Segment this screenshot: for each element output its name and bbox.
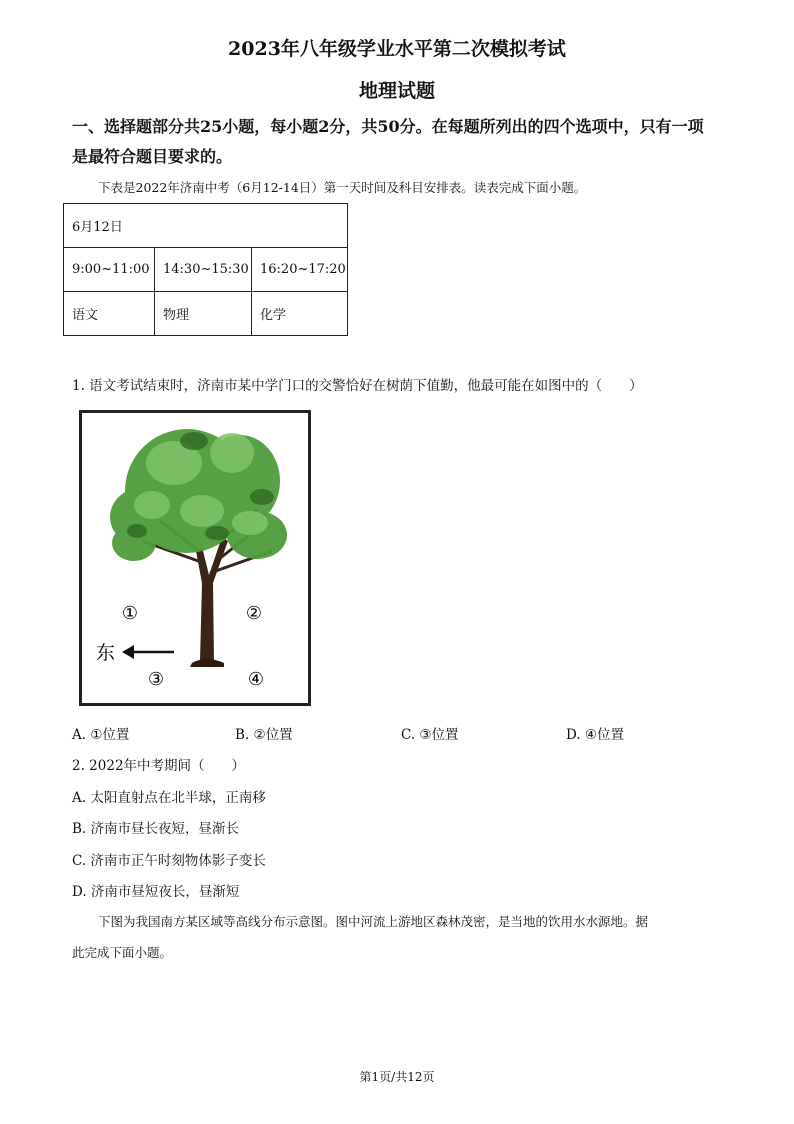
tree-illustration (82, 413, 308, 703)
schedule-subject-3: 化学 (252, 292, 348, 336)
table-row (64, 248, 348, 292)
table-row (64, 204, 348, 248)
marker-3: ③ (147, 669, 165, 690)
schedule-table (63, 203, 348, 336)
q1-option-a: A. ①位置 (72, 727, 130, 743)
schedule-time-2: 14:30~15:30 (155, 248, 252, 292)
schedule-date: 6月12日 (64, 204, 348, 248)
exam-subtitle: 地理试题 (358, 80, 435, 102)
schedule-time-1: 9:00~11:00 (64, 248, 155, 292)
question-1-stem: 1. 语文考试结束时，济南市某中学门口的交警恰好在树荫下值勤，他最可能在如图中的（ ） (72, 378, 643, 394)
q2-option-c: C. 济南市正午时刻物体影子变长 (72, 853, 266, 869)
schedule-subject-1: 语文 (64, 292, 155, 336)
q2-option-a: A. 太阳直射点在北半球，正南移 (72, 790, 266, 806)
q1-option-c: C. ③位置 (401, 727, 459, 743)
map-intro (98, 912, 738, 930)
q2-option-b: B. 济南市昼长夜短，昼渐长 (72, 821, 240, 837)
east-arrow-icon (122, 645, 174, 659)
map-intro-line-1: 下图为我国南方某区域等高线分布示意图。图中河流上游地区森林茂密，是当地的饮用水水源地。据 (98, 914, 649, 929)
table-row (64, 292, 348, 336)
q1-option-d: D. ④位置 (566, 727, 625, 743)
question-2-stem: 2. 2022年中考期间（ ） (72, 758, 246, 774)
map-intro-line-2: 此完成下面小题。 (72, 945, 173, 960)
section-line-2: 是最符合题目要求的。 (72, 147, 233, 166)
schedule-subject-2: 物理 (155, 292, 252, 336)
marker-4: ④ (247, 669, 265, 690)
exam-title: 2023年八年级学业水平第二次模拟考试 (228, 38, 566, 60)
section-heading (72, 112, 752, 172)
marker-2: ② (245, 603, 263, 624)
page-footer: 第1页/共12页 (359, 1070, 435, 1084)
marker-1: ① (121, 603, 139, 624)
tree-figure (79, 410, 311, 706)
direction-label: 东 (96, 642, 116, 664)
section-line-1: 一、选择题部分共25小题，每小题2分，共50分。在每题所列出的四个选项中，只有一项 (72, 117, 704, 136)
q1-option-b: B. ②位置 (235, 727, 293, 743)
table-intro: 下表是2022年济南中考（6月12-14日）第一天时间及科目安排表。读表完成下面小题。 (98, 180, 587, 195)
schedule-time-3: 16:20~17:20 (252, 248, 348, 292)
q2-option-d: D. 济南市昼短夜长，昼渐短 (72, 884, 240, 900)
